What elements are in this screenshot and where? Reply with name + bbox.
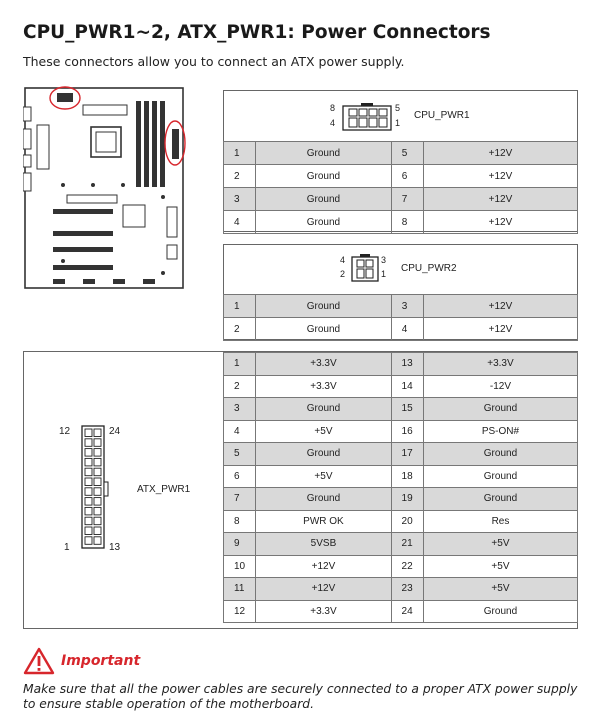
pin-number: 9 — [224, 533, 256, 556]
page-subtitle: These connectors allow you to connect an ATX power supply. — [23, 54, 405, 69]
atx-pin — [85, 527, 92, 535]
signal-name: Ground — [256, 318, 392, 341]
pin-number: 6 — [391, 165, 423, 188]
signal-name: +5V — [423, 578, 577, 601]
table-row — [224, 318, 578, 341]
pin-number: 22 — [391, 555, 423, 578]
pin-number: 14 — [391, 375, 423, 398]
signal-name: +3.3V — [256, 600, 391, 623]
atx-pin — [85, 478, 92, 486]
atx-pin — [85, 458, 92, 466]
signal-name: PS-ON# — [423, 420, 577, 443]
pin-number: 13 — [391, 353, 423, 376]
atx-pin — [94, 517, 101, 525]
table-row — [224, 443, 578, 466]
table-row — [224, 165, 578, 188]
atx-pin — [94, 507, 101, 515]
atx-pin — [85, 429, 92, 437]
signal-name: Ground — [423, 443, 577, 466]
signal-name: Ground — [423, 398, 577, 421]
pin-number: 7 — [391, 188, 423, 211]
signal-name: Ground — [256, 398, 391, 421]
pin-number: 15 — [391, 398, 423, 421]
atx-pin — [94, 537, 101, 545]
atx-latch — [104, 482, 108, 496]
pin-number: 6 — [224, 465, 256, 488]
signal-name: Res — [423, 510, 577, 533]
pin-number: 1 — [224, 295, 256, 318]
atx-pin — [85, 517, 92, 525]
table-row — [224, 578, 578, 601]
table-row — [224, 211, 578, 234]
signal-name: PWR OK — [256, 510, 391, 533]
signal-name: +5V — [423, 533, 577, 556]
signal-name: Ground — [256, 443, 391, 466]
table-row — [224, 555, 578, 578]
pin-number: 3 — [224, 188, 256, 211]
pin-number: 8 — [391, 211, 423, 234]
pin-number: 19 — [391, 488, 423, 511]
pin-mark-8: 8 — [330, 103, 336, 113]
signal-name: +12V — [423, 188, 577, 211]
atx-pin — [94, 498, 101, 506]
atx-pwr1-connector-icon — [79, 424, 113, 550]
important-label: Important — [61, 653, 141, 669]
signal-name: Ground — [256, 188, 392, 211]
atx-pwr1-pin-table — [223, 352, 578, 623]
atx-pin — [85, 468, 92, 476]
pin-mark-2: 2 — [340, 269, 346, 279]
pin-number: 12 — [224, 600, 256, 623]
atx-pin — [94, 527, 101, 535]
warning-triangle-icon — [23, 647, 55, 675]
pin-number: 2 — [224, 375, 256, 398]
signal-name: Ground — [423, 488, 577, 511]
atx-pwr1-label: ATX_PWR1 — [137, 484, 191, 495]
atx-pwr1-panel — [23, 351, 578, 629]
signal-name: Ground — [256, 488, 391, 511]
atx-pin — [85, 439, 92, 447]
table-row — [224, 533, 578, 556]
table-row — [224, 600, 578, 623]
signal-name: +12V — [423, 211, 577, 234]
cpu-pwr1-label: CPU_PWR1 — [414, 110, 470, 121]
atx-pin — [85, 449, 92, 457]
atx-pin — [94, 429, 101, 437]
pin-number: 3 — [391, 295, 423, 318]
signal-name: +12V — [423, 165, 577, 188]
motherboard-diagram-icon — [23, 85, 221, 295]
atx-pin — [94, 478, 101, 486]
pin-mark-4: 4 — [340, 255, 346, 265]
pin-number: 2 — [224, 318, 256, 341]
signal-name: Ground — [256, 165, 392, 188]
table-row — [224, 375, 578, 398]
signal-name: 5VSB — [256, 533, 391, 556]
signal-name: Ground — [256, 142, 392, 165]
pin-mark-3: 3 — [381, 255, 387, 265]
signal-name: +3.3V — [256, 353, 391, 376]
pin-mark-12: 12 — [59, 426, 71, 437]
cpu-pwr1-pin-table — [223, 141, 578, 234]
atx-pin — [94, 449, 101, 457]
pin-number: 17 — [391, 443, 423, 466]
signal-name: +5V — [256, 420, 391, 443]
table-row — [224, 295, 578, 318]
signal-name: -12V — [423, 375, 577, 398]
pin-mark-4: 4 — [330, 118, 336, 128]
atx-pin — [85, 507, 92, 515]
pin-number: 16 — [391, 420, 423, 443]
pin-number: 8 — [224, 510, 256, 533]
table-row — [224, 398, 578, 421]
pin-number: 20 — [391, 510, 423, 533]
pin-mark-1: 1 — [395, 118, 401, 128]
signal-name: +12V — [256, 578, 391, 601]
table-row — [224, 488, 578, 511]
pin-number: 4 — [224, 420, 256, 443]
pin-mark-1: 1 — [381, 269, 387, 279]
important-heading — [23, 646, 140, 676]
pin-number: 21 — [391, 533, 423, 556]
atx-pin — [94, 458, 101, 466]
signal-name: +5V — [256, 465, 391, 488]
signal-name: Ground — [423, 600, 577, 623]
pin-mark-5: 5 — [395, 103, 401, 113]
pin-number: 3 — [224, 398, 256, 421]
pin-mark-24: 24 — [109, 426, 121, 437]
signal-name: Ground — [256, 211, 392, 234]
pin-number: 2 — [224, 165, 256, 188]
cpu-pwr2-label: CPU_PWR2 — [401, 263, 457, 274]
pin-mark-1: 1 — [64, 542, 70, 553]
signal-name: Ground — [256, 295, 392, 318]
pin-number: 7 — [224, 488, 256, 511]
atx-pin — [85, 537, 92, 545]
table-row — [224, 465, 578, 488]
page-title: CPU_PWR1~2, ATX_PWR1: Power Connectors — [23, 22, 491, 43]
signal-name: +12V — [423, 318, 577, 341]
important-note-text: Make sure that all the power cables are securely connected to a proper ATX power supply to ensure stable operation of the motherboard. — [23, 682, 578, 711]
signal-name: +12V — [423, 295, 577, 318]
signal-name: +12V — [256, 555, 391, 578]
table-row — [224, 353, 578, 376]
pin-number: 18 — [391, 465, 423, 488]
cpu-pwr2-pin-table — [223, 294, 578, 341]
signal-name: +3.3V — [256, 375, 391, 398]
atx-pin — [94, 468, 101, 476]
pin-number: 1 — [224, 353, 256, 376]
cpu-pwr1-panel — [223, 90, 578, 232]
cpu-pwr1-connector-icon — [339, 103, 395, 133]
pin-number: 4 — [224, 211, 256, 234]
atx-pin — [85, 498, 92, 506]
pin-number: 5 — [224, 443, 256, 466]
signal-name: +5V — [423, 555, 577, 578]
pin-number: 23 — [391, 578, 423, 601]
table-row — [224, 510, 578, 533]
signal-name: +3.3V — [423, 353, 577, 376]
table-row — [224, 142, 578, 165]
table-row — [224, 188, 578, 211]
atx-pin — [85, 488, 92, 496]
pin-number: 11 — [224, 578, 256, 601]
pin-number: 5 — [391, 142, 423, 165]
signal-name: +12V — [423, 142, 577, 165]
atx-pin — [94, 488, 101, 496]
signal-name: Ground — [423, 465, 577, 488]
pin-number: 4 — [391, 318, 423, 341]
cpu-pwr2-panel — [223, 244, 578, 340]
atx-pin — [94, 439, 101, 447]
pin-number: 1 — [224, 142, 256, 165]
table-row — [224, 420, 578, 443]
pin-number: 24 — [391, 600, 423, 623]
pin-number: 10 — [224, 555, 256, 578]
cpu-pwr2-connector-icon — [348, 254, 382, 284]
pin-mark-13: 13 — [109, 542, 121, 553]
